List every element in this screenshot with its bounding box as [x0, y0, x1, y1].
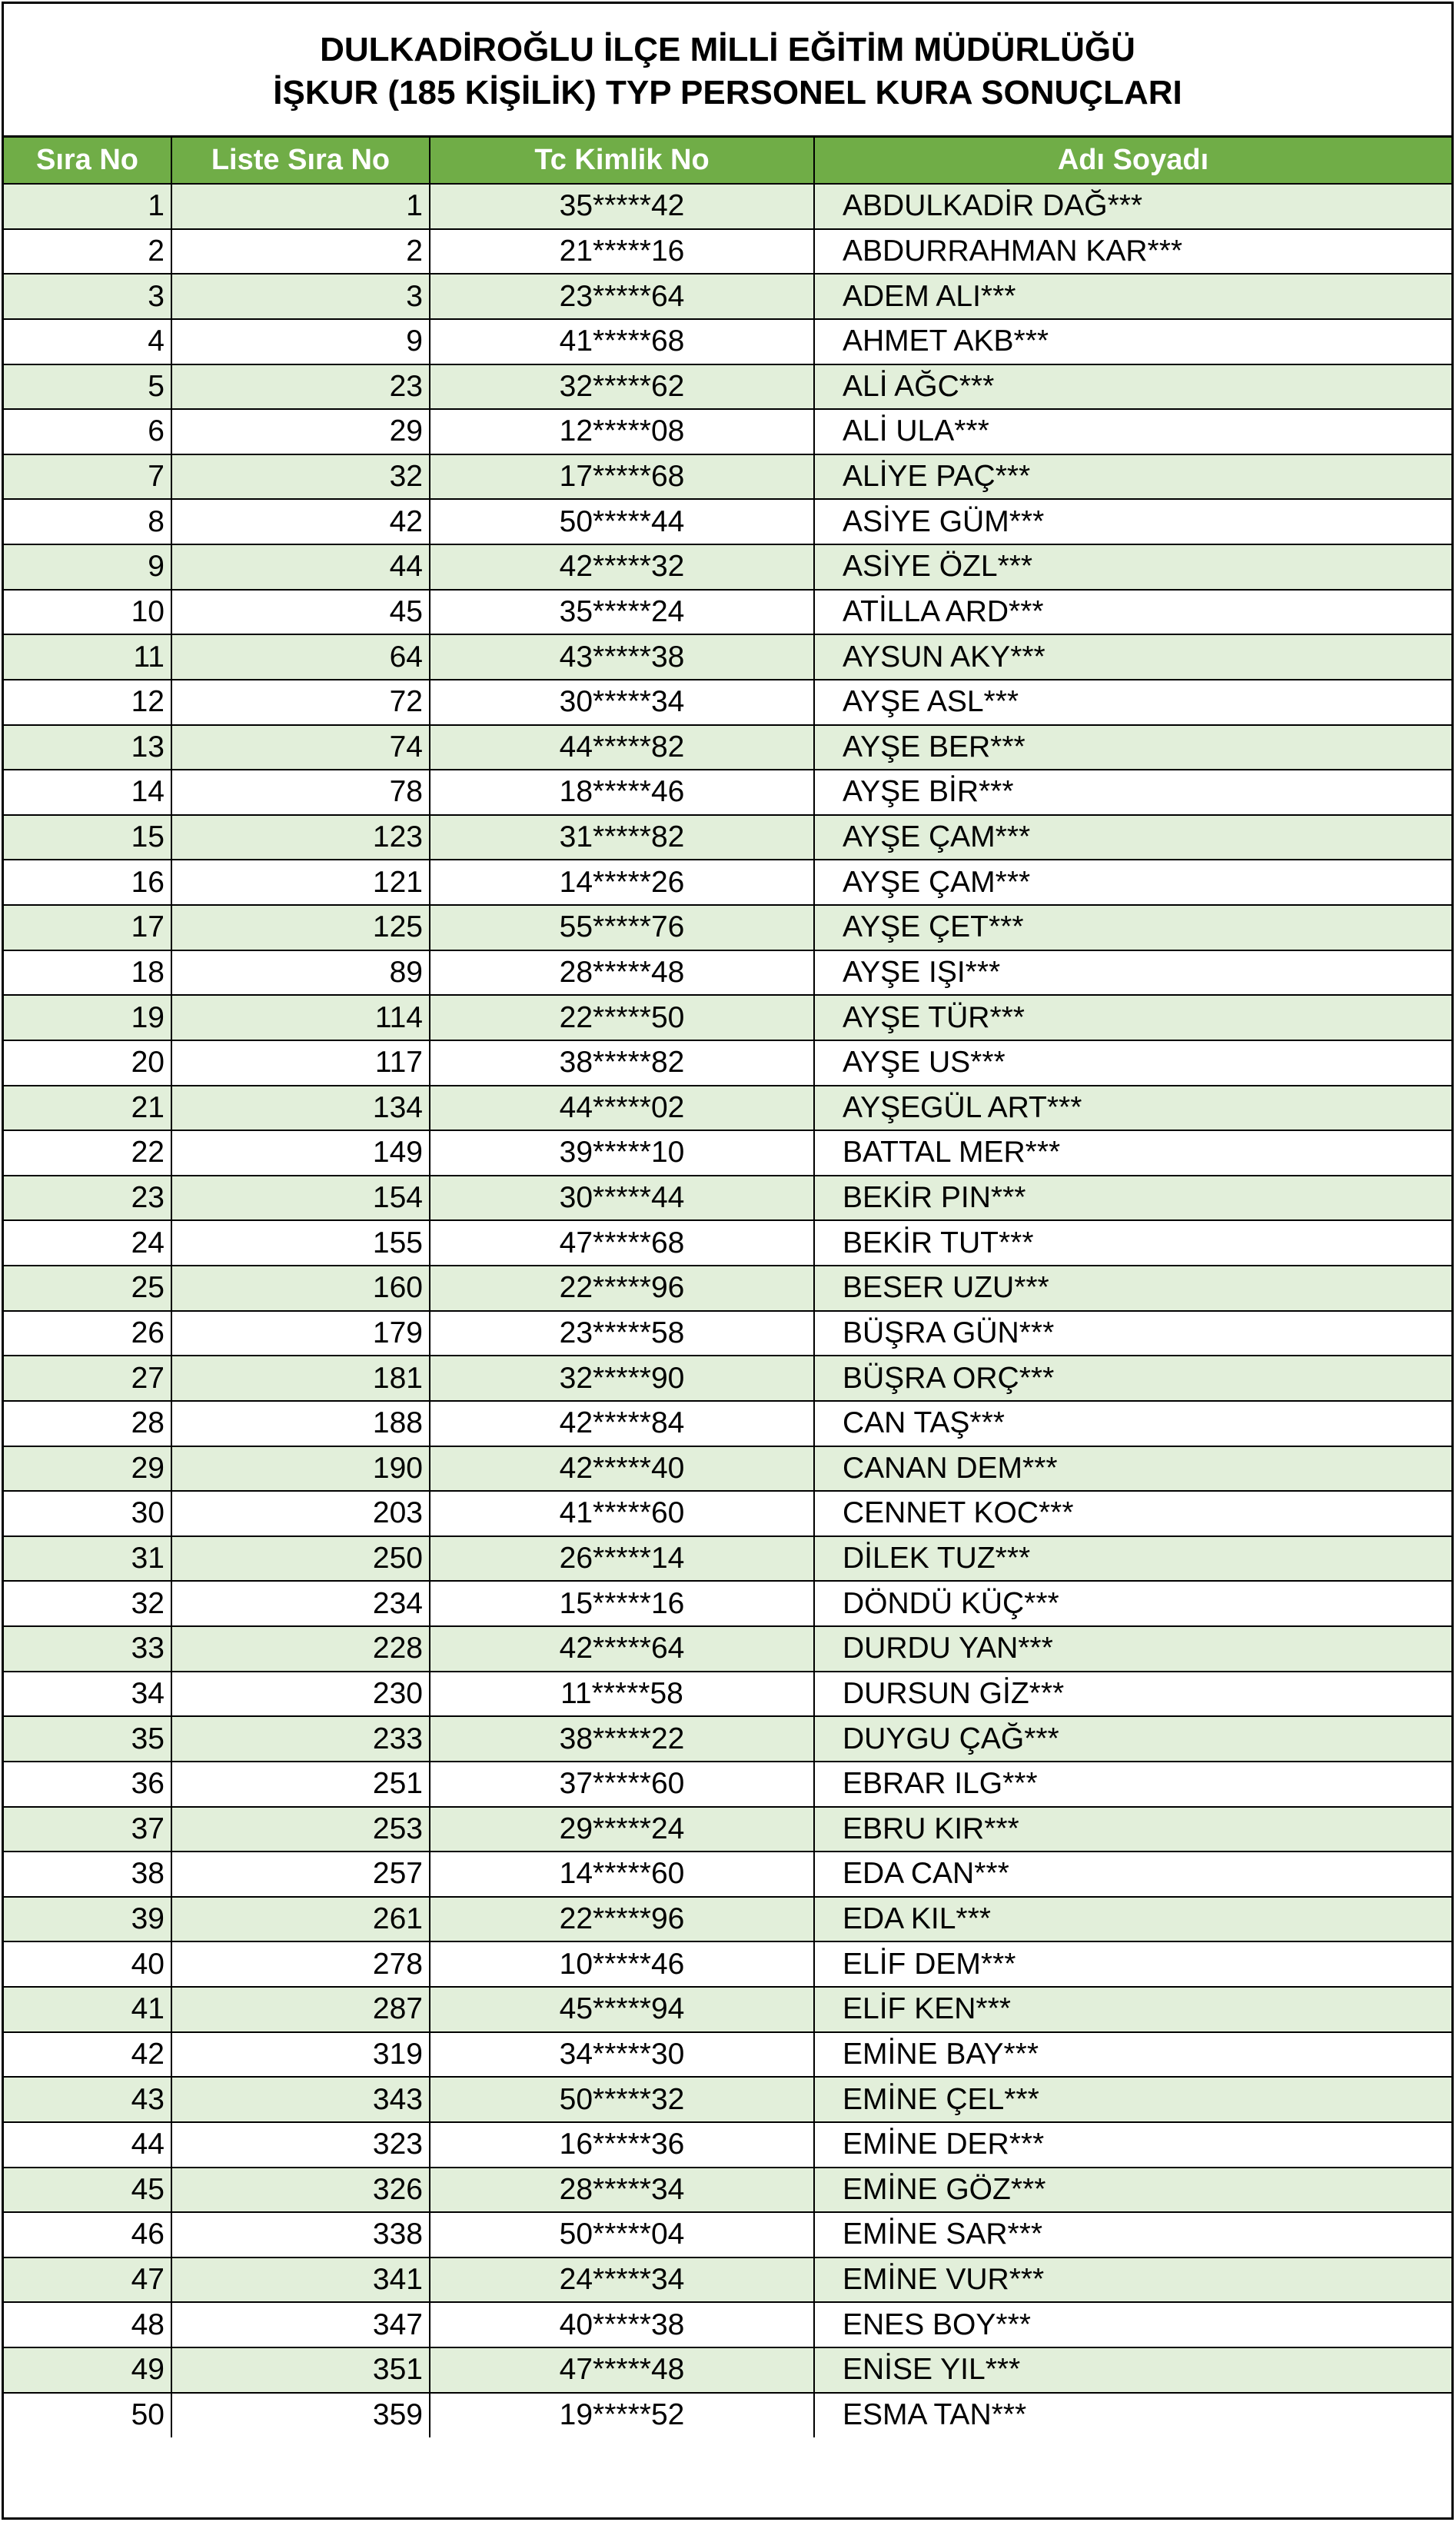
- cell-sira-no: 10: [4, 590, 171, 635]
- cell-sira-no: 35: [4, 1716, 171, 1762]
- table-row: [4, 1536, 1451, 1582]
- cell-tc-kimlik-no: 42*****84: [430, 1401, 814, 1446]
- table-row: [4, 2257, 1451, 2303]
- cell-tc-kimlik-no: 23*****64: [430, 274, 814, 319]
- cell-liste-sira-no: 228: [171, 1626, 430, 1672]
- cell-sira-no: 43: [4, 2077, 171, 2122]
- cell-tc-kimlik-no: 44*****82: [430, 725, 814, 770]
- cell-sira-no: 21: [4, 1086, 171, 1131]
- cell-adi-soyadi: BÜŞRA ORÇ***: [814, 1356, 1451, 1401]
- cell-liste-sira-no: 347: [171, 2302, 430, 2347]
- cell-adi-soyadi: AYŞEGÜL ART***: [814, 1086, 1451, 1131]
- cell-liste-sira-no: 117: [171, 1040, 430, 1086]
- table-row: [4, 860, 1451, 905]
- cell-liste-sira-no: 181: [171, 1356, 430, 1401]
- cell-adi-soyadi: DİLEK TUZ***: [814, 1536, 1451, 1582]
- cell-tc-kimlik-no: 30*****34: [430, 680, 814, 725]
- cell-sira-no: 44: [4, 2122, 171, 2168]
- table-row: [4, 905, 1451, 950]
- table-row: [4, 634, 1451, 680]
- cell-sira-no: 47: [4, 2257, 171, 2303]
- cell-sira-no: 6: [4, 409, 171, 454]
- cell-liste-sira-no: 74: [171, 725, 430, 770]
- cell-sira-no: 15: [4, 815, 171, 860]
- table-row: [4, 680, 1451, 725]
- cell-liste-sira-no: 253: [171, 1807, 430, 1852]
- cell-sira-no: 23: [4, 1176, 171, 1221]
- cell-liste-sira-no: 72: [171, 680, 430, 725]
- table-row: [4, 2212, 1451, 2257]
- table-row: [4, 1266, 1451, 1311]
- cell-liste-sira-no: 319: [171, 2032, 430, 2078]
- cell-liste-sira-no: 134: [171, 1086, 430, 1131]
- cell-tc-kimlik-no: 45*****94: [430, 1987, 814, 2032]
- cell-liste-sira-no: 78: [171, 770, 430, 815]
- cell-adi-soyadi: EBRU KIR***: [814, 1807, 1451, 1852]
- cell-liste-sira-no: 3: [171, 274, 430, 319]
- cell-adi-soyadi: ATİLLA ARD***: [814, 590, 1451, 635]
- table-row: [4, 950, 1451, 996]
- cell-tc-kimlik-no: 23*****58: [430, 1311, 814, 1356]
- cell-tc-kimlik-no: 41*****60: [430, 1491, 814, 1536]
- cell-adi-soyadi: AYŞE TÜR***: [814, 995, 1451, 1040]
- cell-sira-no: 18: [4, 950, 171, 996]
- cell-sira-no: 11: [4, 634, 171, 680]
- cell-tc-kimlik-no: 14*****60: [430, 1852, 814, 1897]
- cell-tc-kimlik-no: 18*****46: [430, 770, 814, 815]
- cell-tc-kimlik-no: 17*****68: [430, 454, 814, 500]
- cell-liste-sira-no: 230: [171, 1672, 430, 1717]
- table-row: [4, 1941, 1451, 1987]
- cell-tc-kimlik-no: 35*****42: [430, 184, 814, 229]
- cell-sira-no: 40: [4, 1941, 171, 1987]
- cell-adi-soyadi: ESMA TAN***: [814, 2393, 1451, 2438]
- cell-liste-sira-no: 89: [171, 950, 430, 996]
- cell-liste-sira-no: 114: [171, 995, 430, 1040]
- cell-tc-kimlik-no: 28*****48: [430, 950, 814, 996]
- cell-sira-no: 4: [4, 319, 171, 364]
- cell-adi-soyadi: BÜŞRA GÜN***: [814, 1311, 1451, 1356]
- results-table: [4, 138, 1451, 2437]
- cell-adi-soyadi: EMİNE BAY***: [814, 2032, 1451, 2078]
- cell-tc-kimlik-no: 39*****10: [430, 1130, 814, 1176]
- cell-tc-kimlik-no: 22*****96: [430, 1897, 814, 1942]
- cell-adi-soyadi: ENİSE YIL***: [814, 2347, 1451, 2393]
- cell-tc-kimlik-no: 22*****96: [430, 1266, 814, 1311]
- cell-tc-kimlik-no: 16*****36: [430, 2122, 814, 2168]
- table-row: [4, 1491, 1451, 1536]
- cell-adi-soyadi: EBRAR ILG***: [814, 1762, 1451, 1807]
- cell-adi-soyadi: CAN TAŞ***: [814, 1401, 1451, 1446]
- cell-adi-soyadi: EDA CAN***: [814, 1852, 1451, 1897]
- cell-adi-soyadi: DÖNDÜ KÜÇ***: [814, 1581, 1451, 1626]
- cell-liste-sira-no: 154: [171, 1176, 430, 1221]
- table-row: [4, 1311, 1451, 1356]
- table-row: [4, 1897, 1451, 1942]
- cell-adi-soyadi: ADEM ALI***: [814, 274, 1451, 319]
- cell-liste-sira-no: 359: [171, 2393, 430, 2438]
- cell-adi-soyadi: AYŞE ÇET***: [814, 905, 1451, 950]
- cell-sira-no: 49: [4, 2347, 171, 2393]
- cell-adi-soyadi: DURDU YAN***: [814, 1626, 1451, 1672]
- cell-tc-kimlik-no: 28*****34: [430, 2168, 814, 2213]
- cell-adi-soyadi: ASİYE ÖZL***: [814, 544, 1451, 590]
- cell-adi-soyadi: EMİNE VUR***: [814, 2257, 1451, 2303]
- table-row: [4, 2347, 1451, 2393]
- cell-sira-no: 32: [4, 1581, 171, 1626]
- cell-liste-sira-no: 278: [171, 1941, 430, 1987]
- table-row: [4, 454, 1451, 500]
- cell-adi-soyadi: BESER UZU***: [814, 1266, 1451, 1311]
- cell-liste-sira-no: 257: [171, 1852, 430, 1897]
- cell-adi-soyadi: ALİ ULA***: [814, 409, 1451, 454]
- table-row: [4, 1446, 1451, 1492]
- table-row: [4, 1626, 1451, 1672]
- table-row: [4, 1130, 1451, 1176]
- cell-tc-kimlik-no: 14*****26: [430, 860, 814, 905]
- table-row: [4, 1716, 1451, 1762]
- cell-liste-sira-no: 343: [171, 2077, 430, 2122]
- cell-adi-soyadi: AYŞE ÇAM***: [814, 815, 1451, 860]
- cell-adi-soyadi: AHMET AKB***: [814, 319, 1451, 364]
- cell-sira-no: 50: [4, 2393, 171, 2438]
- cell-tc-kimlik-no: 19*****52: [430, 2393, 814, 2438]
- cell-liste-sira-no: 155: [171, 1220, 430, 1266]
- cell-sira-no: 12: [4, 680, 171, 725]
- cell-adi-soyadi: EMİNE ÇEL***: [814, 2077, 1451, 2122]
- cell-adi-soyadi: EMİNE DER***: [814, 2122, 1451, 2168]
- table-row: [4, 815, 1451, 860]
- cell-liste-sira-no: 338: [171, 2212, 430, 2257]
- cell-adi-soyadi: AYŞE IŞI***: [814, 950, 1451, 996]
- cell-tc-kimlik-no: 42*****40: [430, 1446, 814, 1492]
- cell-liste-sira-no: 1: [171, 184, 430, 229]
- cell-sira-no: 9: [4, 544, 171, 590]
- cell-sira-no: 8: [4, 499, 171, 544]
- cell-liste-sira-no: 351: [171, 2347, 430, 2393]
- table-row: [4, 1807, 1451, 1852]
- cell-sira-no: 26: [4, 1311, 171, 1356]
- cell-liste-sira-no: 203: [171, 1491, 430, 1536]
- cell-liste-sira-no: 233: [171, 1716, 430, 1762]
- cell-sira-no: 27: [4, 1356, 171, 1401]
- table-row: [4, 1086, 1451, 1131]
- cell-sira-no: 28: [4, 1401, 171, 1446]
- cell-sira-no: 19: [4, 995, 171, 1040]
- cell-liste-sira-no: 179: [171, 1311, 430, 1356]
- cell-sira-no: 25: [4, 1266, 171, 1311]
- cell-sira-no: 1: [4, 184, 171, 229]
- column-header-adi-soyadi: Adı Soyadı: [814, 138, 1451, 184]
- cell-liste-sira-no: 29: [171, 409, 430, 454]
- cell-adi-soyadi: BEKİR TUT***: [814, 1220, 1451, 1266]
- table-row: [4, 319, 1451, 364]
- cell-adi-soyadi: AYŞE BİR***: [814, 770, 1451, 815]
- cell-tc-kimlik-no: 21*****16: [430, 229, 814, 274]
- cell-tc-kimlik-no: 40*****38: [430, 2302, 814, 2347]
- cell-adi-soyadi: AYSUN AKY***: [814, 634, 1451, 680]
- table-row: [4, 1401, 1451, 1446]
- cell-adi-soyadi: ELİF DEM***: [814, 1941, 1451, 1987]
- table-row: [4, 2032, 1451, 2078]
- cell-adi-soyadi: ALİYE PAÇ***: [814, 454, 1451, 500]
- cell-liste-sira-no: 125: [171, 905, 430, 950]
- cell-sira-no: 5: [4, 364, 171, 410]
- cell-sira-no: 30: [4, 1491, 171, 1536]
- title-block: [4, 4, 1451, 138]
- table-row: [4, 770, 1451, 815]
- cell-tc-kimlik-no: 10*****46: [430, 1941, 814, 1987]
- cell-sira-no: 42: [4, 2032, 171, 2078]
- cell-adi-soyadi: BATTAL MER***: [814, 1130, 1451, 1176]
- table-row: [4, 1220, 1451, 1266]
- cell-tc-kimlik-no: 47*****48: [430, 2347, 814, 2393]
- cell-liste-sira-no: 261: [171, 1897, 430, 1942]
- cell-adi-soyadi: AYŞE BER***: [814, 725, 1451, 770]
- table-row: [4, 2393, 1451, 2438]
- cell-sira-no: 31: [4, 1536, 171, 1582]
- cell-tc-kimlik-no: 35*****24: [430, 590, 814, 635]
- cell-tc-kimlik-no: 50*****04: [430, 2212, 814, 2257]
- cell-sira-no: 20: [4, 1040, 171, 1086]
- table-row: [4, 2122, 1451, 2168]
- cell-tc-kimlik-no: 47*****68: [430, 1220, 814, 1266]
- table-row: [4, 1356, 1451, 1401]
- cell-liste-sira-no: 251: [171, 1762, 430, 1807]
- cell-sira-no: 34: [4, 1672, 171, 1717]
- cell-liste-sira-no: 188: [171, 1401, 430, 1446]
- table-row: [4, 1672, 1451, 1717]
- cell-liste-sira-no: 121: [171, 860, 430, 905]
- cell-adi-soyadi: CANAN DEM***: [814, 1446, 1451, 1492]
- cell-liste-sira-no: 190: [171, 1446, 430, 1492]
- cell-adi-soyadi: AYŞE US***: [814, 1040, 1451, 1086]
- cell-tc-kimlik-no: 26*****14: [430, 1536, 814, 1582]
- cell-tc-kimlik-no: 50*****44: [430, 499, 814, 544]
- table-row: [4, 1852, 1451, 1897]
- column-header-tc-kimlik-no: Tc Kimlik No: [430, 138, 814, 184]
- cell-adi-soyadi: ASİYE GÜM***: [814, 499, 1451, 544]
- cell-sira-no: 36: [4, 1762, 171, 1807]
- cell-sira-no: 16: [4, 860, 171, 905]
- table-row: [4, 499, 1451, 544]
- cell-adi-soyadi: AYŞE ASL***: [814, 680, 1451, 725]
- table-row: [4, 725, 1451, 770]
- cell-sira-no: 7: [4, 454, 171, 500]
- table-row: [4, 1581, 1451, 1626]
- cell-adi-soyadi: ABDULKADİR DAĞ***: [814, 184, 1451, 229]
- cell-tc-kimlik-no: 42*****64: [430, 1626, 814, 1672]
- cell-tc-kimlik-no: 38*****22: [430, 1716, 814, 1762]
- cell-liste-sira-no: 42: [171, 499, 430, 544]
- cell-liste-sira-no: 2: [171, 229, 430, 274]
- cell-tc-kimlik-no: 43*****38: [430, 634, 814, 680]
- cell-sira-no: 2: [4, 229, 171, 274]
- cell-tc-kimlik-no: 31*****82: [430, 815, 814, 860]
- cell-tc-kimlik-no: 12*****08: [430, 409, 814, 454]
- cell-tc-kimlik-no: 38*****82: [430, 1040, 814, 1086]
- cell-adi-soyadi: DUYGU ÇAĞ***: [814, 1716, 1451, 1762]
- cell-liste-sira-no: 250: [171, 1536, 430, 1582]
- cell-liste-sira-no: 44: [171, 544, 430, 590]
- cell-tc-kimlik-no: 24*****34: [430, 2257, 814, 2303]
- table-row: [4, 229, 1451, 274]
- cell-liste-sira-no: 32: [171, 454, 430, 500]
- cell-sira-no: 33: [4, 1626, 171, 1672]
- table-row: [4, 2302, 1451, 2347]
- table-row: [4, 995, 1451, 1040]
- page-title: DULKADİROĞLU İLÇE MİLLİ EĞİTİM MÜDÜRLÜĞÜ: [320, 30, 1135, 68]
- table-row: [4, 2168, 1451, 2213]
- cell-sira-no: 37: [4, 1807, 171, 1852]
- cell-sira-no: 48: [4, 2302, 171, 2347]
- table-row: [4, 544, 1451, 590]
- cell-tc-kimlik-no: 34*****30: [430, 2032, 814, 2078]
- cell-tc-kimlik-no: 32*****90: [430, 1356, 814, 1401]
- cell-adi-soyadi: EMİNE SAR***: [814, 2212, 1451, 2257]
- cell-sira-no: 24: [4, 1220, 171, 1266]
- cell-tc-kimlik-no: 29*****24: [430, 1807, 814, 1852]
- table-body: [4, 184, 1451, 2437]
- cell-adi-soyadi: EMİNE GÖZ***: [814, 2168, 1451, 2213]
- cell-adi-soyadi: CENNET KOC***: [814, 1491, 1451, 1536]
- cell-sira-no: 17: [4, 905, 171, 950]
- cell-tc-kimlik-no: 30*****44: [430, 1176, 814, 1221]
- table-row: [4, 274, 1451, 319]
- cell-sira-no: 38: [4, 1852, 171, 1897]
- cell-sira-no: 41: [4, 1987, 171, 2032]
- cell-adi-soyadi: ENES BOY***: [814, 2302, 1451, 2347]
- cell-liste-sira-no: 9: [171, 319, 430, 364]
- table-header-row: [4, 138, 1451, 184]
- cell-tc-kimlik-no: 22*****50: [430, 995, 814, 1040]
- table-row: [4, 1987, 1451, 2032]
- cell-adi-soyadi: ABDURRAHMAN KAR***: [814, 229, 1451, 274]
- cell-tc-kimlik-no: 11*****58: [430, 1672, 814, 1717]
- cell-tc-kimlik-no: 15*****16: [430, 1581, 814, 1626]
- cell-tc-kimlik-no: 55*****76: [430, 905, 814, 950]
- cell-liste-sira-no: 323: [171, 2122, 430, 2168]
- cell-sira-no: 45: [4, 2168, 171, 2213]
- cell-liste-sira-no: 23: [171, 364, 430, 410]
- cell-sira-no: 3: [4, 274, 171, 319]
- cell-sira-no: 13: [4, 725, 171, 770]
- cell-tc-kimlik-no: 41*****68: [430, 319, 814, 364]
- cell-liste-sira-no: 341: [171, 2257, 430, 2303]
- cell-tc-kimlik-no: 32*****62: [430, 364, 814, 410]
- cell-liste-sira-no: 123: [171, 815, 430, 860]
- cell-adi-soyadi: ELİF KEN***: [814, 1987, 1451, 2032]
- cell-sira-no: 29: [4, 1446, 171, 1492]
- cell-adi-soyadi: BEKİR PIN***: [814, 1176, 1451, 1221]
- table-row: [4, 409, 1451, 454]
- cell-sira-no: 46: [4, 2212, 171, 2257]
- cell-liste-sira-no: 149: [171, 1130, 430, 1176]
- cell-adi-soyadi: EDA KIL***: [814, 1897, 1451, 1942]
- cell-tc-kimlik-no: 44*****02: [430, 1086, 814, 1131]
- cell-sira-no: 39: [4, 1897, 171, 1942]
- table-row: [4, 184, 1451, 229]
- table-row: [4, 1762, 1451, 1807]
- result-sheet: [2, 2, 1454, 2520]
- table-row: [4, 2077, 1451, 2122]
- cell-adi-soyadi: AYŞE ÇAM***: [814, 860, 1451, 905]
- cell-sira-no: 22: [4, 1130, 171, 1176]
- cell-tc-kimlik-no: 42*****32: [430, 544, 814, 590]
- cell-tc-kimlik-no: 50*****32: [430, 2077, 814, 2122]
- cell-tc-kimlik-no: 37*****60: [430, 1762, 814, 1807]
- table-row: [4, 364, 1451, 410]
- cell-adi-soyadi: DURSUN GİZ***: [814, 1672, 1451, 1717]
- table-row: [4, 1176, 1451, 1221]
- table-row: [4, 1040, 1451, 1086]
- column-header-liste-sira-no: Liste Sıra No: [171, 138, 430, 184]
- cell-liste-sira-no: 287: [171, 1987, 430, 2032]
- cell-liste-sira-no: 234: [171, 1581, 430, 1626]
- cell-adi-soyadi: ALİ AĞC***: [814, 364, 1451, 410]
- cell-liste-sira-no: 160: [171, 1266, 430, 1311]
- cell-sira-no: 14: [4, 770, 171, 815]
- page-subtitle: İŞKUR (185 KİŞİLİK) TYP PERSONEL KURA SONUÇLARI: [273, 73, 1182, 111]
- column-header-sira-no: Sıra No: [4, 138, 171, 184]
- table-row: [4, 590, 1451, 635]
- cell-liste-sira-no: 326: [171, 2168, 430, 2213]
- cell-liste-sira-no: 64: [171, 634, 430, 680]
- cell-liste-sira-no: 45: [171, 590, 430, 635]
